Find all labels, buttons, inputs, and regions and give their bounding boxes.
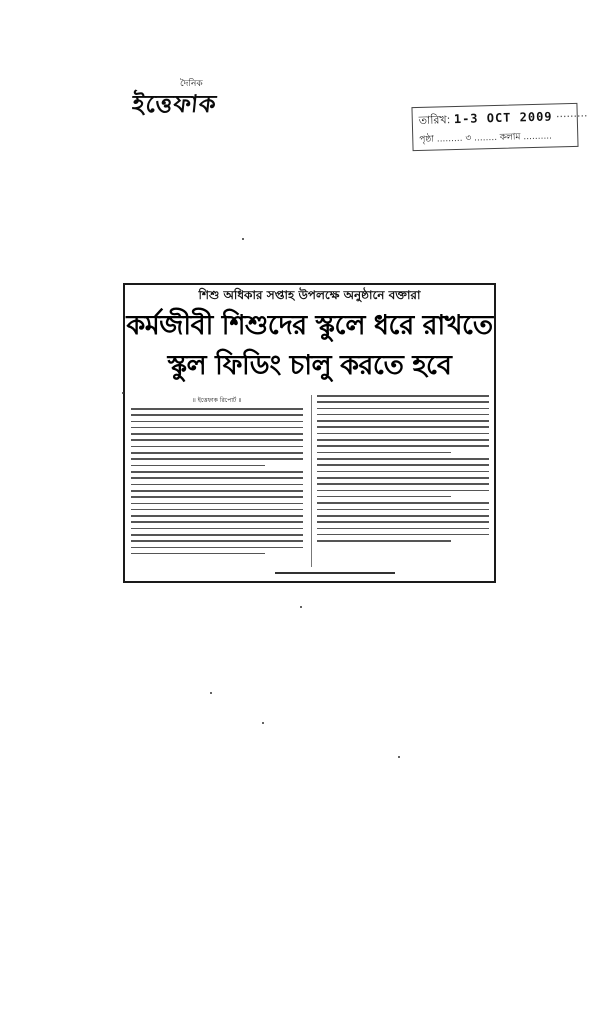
clipping-footer-rule [275, 572, 395, 574]
date-stamp: তারিখ: 1-3 OCT 2009 ········· পৃষ্ঠা ......... ৩ ........ কলাম .......... [411, 103, 578, 151]
scan-speck [122, 392, 124, 394]
stamp-page-label: পৃষ্ঠা [419, 134, 435, 145]
article-column-left [131, 395, 303, 559]
stamp-page-value: ৩ [465, 133, 472, 144]
masthead-title: ইত্তেফাক [130, 90, 219, 118]
column-divider [311, 395, 312, 567]
scan-speck [210, 692, 212, 694]
scan-speck [300, 606, 302, 608]
article-column-right [317, 395, 489, 546]
article-byline: ॥ ইত্তেফাক রিপোর্ট ॥ [192, 397, 242, 404]
masthead-daily-label: দৈনিক [180, 79, 203, 89]
stamp-date-value: 1-3 OCT 2009 [453, 109, 553, 127]
stamp-column-label: কলাম [499, 132, 521, 143]
scan-speck [242, 238, 244, 240]
scan-speck [262, 722, 264, 724]
scan-speck [398, 756, 400, 758]
article-headline-line-2: স্কুল ফিডিং চালু করতে হবে [167, 350, 452, 381]
newspaper-clipping [123, 283, 496, 583]
article-kicker: শিশু অধিকার সপ্তাহ উপলক্ষে অনুষ্ঠানে বক্তারা [198, 288, 421, 302]
stamp-date-label: তারিখ [418, 113, 447, 127]
article-headline-line-1: কর্মজীবী শিশুদের স্কুলে ধরে রাখতে [126, 310, 493, 341]
